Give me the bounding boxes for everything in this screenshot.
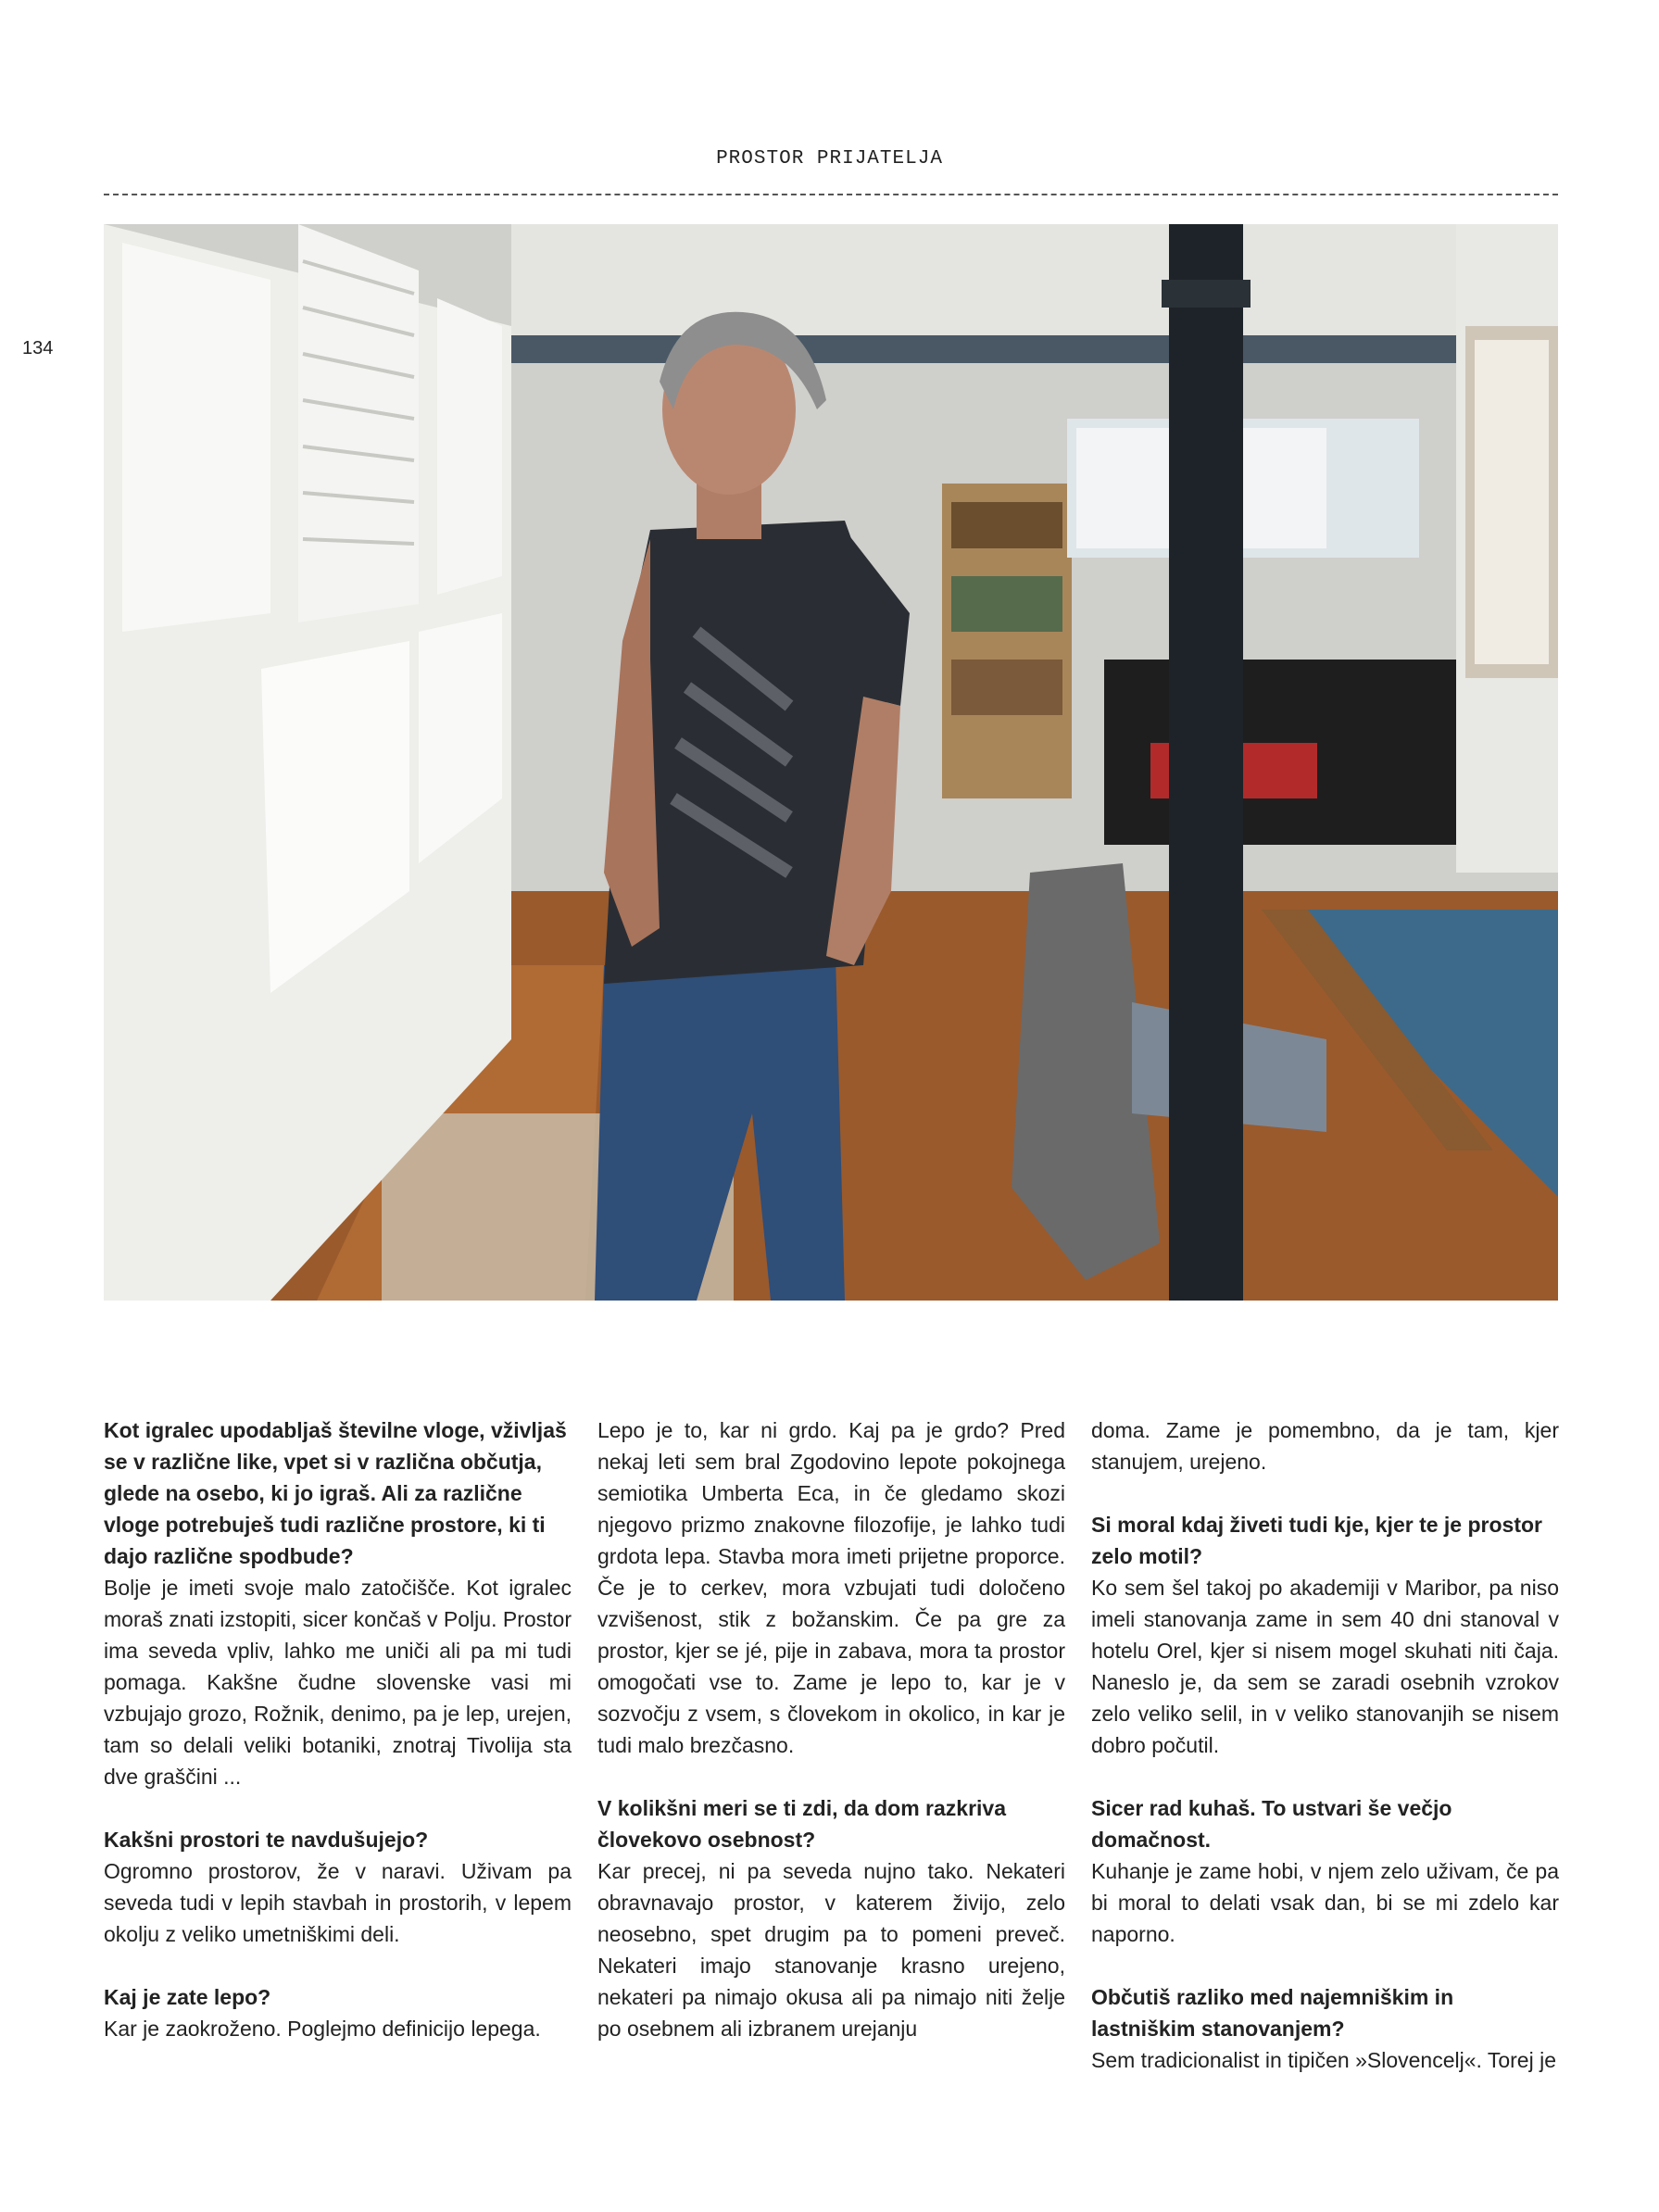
answer-5: Ko sem šel takoj po akademiji v Maribor, pa niso imeli stanovanja zame in sem 40 dni stanoval v hotelu Orel, kjer si nisem mogel skuhati niti čaja. Naneslo je, da sem se zaradi osebnih vzrokov zelo veliko selil, in v veliko stanovanjih se nisem dobro počutil. <box>1091 1576 1559 1757</box>
answer-6: Kuhanje je zame hobi, v njem zelo uživam, če pa bi moral to delati vsak dan, bi se mi zdelo kar naporno. <box>1091 1859 1559 1946</box>
question-4: V kolikšni meri se ti zdi, da dom razkriva človekovo osebnost? <box>597 1796 1006 1852</box>
portrait-photo-icon <box>104 224 1558 1301</box>
question-5: Si moral kdaj živeti tudi kje, kjer te je prostor zelo motil? <box>1091 1513 1542 1568</box>
paragraph-gap <box>1091 1477 1559 1509</box>
paragraph-gap <box>597 1761 1065 1792</box>
dashed-divider <box>104 194 1558 195</box>
section-title: PROSTOR PRIJATELJA <box>716 148 943 170</box>
answer-1: Bolje je imeti svoje malo zatočišče. Kot igralec moraš znati izstopiti, sicer končaš v Polju. Prostor ima seveda vpliv, lahko me uniči ali pa mi tudi pomaga. Kakšne čudne slovenske vasi mi vzbujajo grozo, Rožnik, denimo, pa je lep, urejen, tam so delali veliki botaniki, znotraj Tivolija sta dve graščini ... <box>104 1576 572 1789</box>
paragraph-gap <box>1091 1950 1559 1981</box>
article-column-2 <box>597 1414 1065 2044</box>
answer-4-continued: doma. Zame je pomembno, da je tam, kjer stanujem, urejeno. <box>1091 1418 1559 1474</box>
question-1: Kot igralec upodabljaš številne vloge, vživljaš se v različne like, vpet si v različna občutja, glede na osebo, ki jo igraš. Ali za različne vloge potrebuješ tudi različne prostore, ki ti dajo različne spodbude? <box>104 1418 567 1568</box>
page-number: 134 <box>22 338 54 358</box>
paragraph-gap <box>104 1792 572 1824</box>
answer-4: Kar precej, ni pa seveda nujno tako. Nekateri obravnavajo prostor, v katerem živijo, zelo neosebno, spet drugim pa to pomeni preveč. Nekateri imajo stanovanje krasno urejeno, nekateri pa nimajo okusa ali pa nimajo niti želje po osebnem ali izbranem urejanju <box>597 1859 1065 2041</box>
article-column-1 <box>104 1414 572 2044</box>
paragraph-gap <box>1091 1761 1559 1792</box>
answer-3-continued: Lepo je to, kar ni grdo. Kaj pa je grdo? Pred nekaj leti sem bral Zgodovino lepote pokojnega semiotika Umberta Eca, in če gledamo skozi njegovo prizmo znakovne filozofije, je lahko tudi grdota lepa. Stavba mora imeti prijetne proporce. Če je to cerkev, mora vzbujati tudi določeno vzvišenost, stik z božanskim. Če pa gre za prostor, kjer se jé, pije in zabava, mora ta prostor omogočati vse to. Zame je lepo to, kar je v sozvočju z vsem, s človekom in okolico, in kar je tudi malo brezčasno. <box>597 1418 1065 1757</box>
question-3: Kaj je zate lepo? <box>104 1985 271 2009</box>
paragraph-gap <box>104 1950 572 1981</box>
article-column-3 <box>1091 1414 1559 2076</box>
answer-7: Sem tradicionalist in tipičen »Slovencelj«. Torej je <box>1091 2048 1557 2072</box>
question-7: Občutiš razliko med najemniškim in lastniškim stanovanjem? <box>1091 1985 1454 2041</box>
answer-3: Kar je zaokroženo. Poglejmo definicijo lepega. <box>104 2017 541 2041</box>
question-2: Kakšni prostori te navdušujejo? <box>104 1828 429 1852</box>
portrait-photo <box>104 224 1558 1301</box>
answer-2: Ogromno prostorov, že v naravi. Uživam pa seveda tudi v lepih stavbah in prostorih, v lepem okolju z veliko umetniškimi deli. <box>104 1859 572 1946</box>
question-6: Sicer rad kuhaš. To ustvari še večjo domačnost. <box>1091 1796 1452 1852</box>
